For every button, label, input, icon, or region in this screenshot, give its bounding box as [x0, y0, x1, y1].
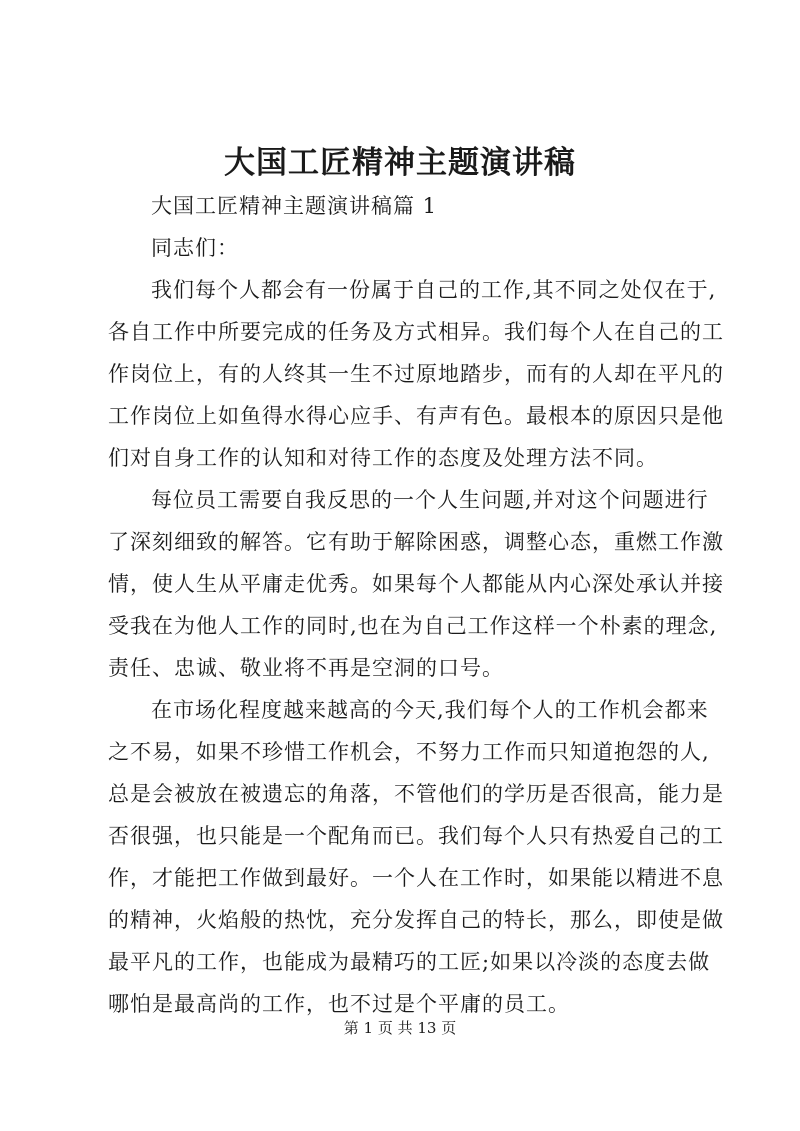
- salutation: 同志们：: [151, 236, 239, 260]
- paragraph-3: [108, 689, 724, 1025]
- paragraph-line: 们对自身工作的认知和对待工作的态度及处理方法不同。: [108, 446, 658, 470]
- paragraph-line: 每位员工需要自我反思的一个人生问题,并对这个问题进行: [151, 488, 709, 512]
- subtitle: 大国工匠精神主题演讲稿篇 1: [151, 194, 438, 218]
- paragraph-line: 了深刻细致的解答。它有助于解除困惑，调整心态，重燃工作激: [108, 530, 724, 554]
- paragraph-line: 之不易，如果不珍惜工作机会，不努力工作而只知道抱怨的人,: [108, 740, 710, 764]
- paragraph-line: 作，才能把工作做到最好。一个人在工作时，如果能以精进不息: [108, 866, 724, 890]
- paragraph-line: 总是会被放在被遗忘的角落，不管他们的学历是否很高，能力是: [108, 782, 724, 806]
- paragraph-line: 否很强，也只能是一个配角而已。我们每个人只有热爱自己的工: [108, 824, 724, 848]
- paragraph-line: 情，使人生从平庸走优秀。如果每个人都能从内心深处承认并接: [108, 572, 724, 596]
- paragraph-line: 哪怕是最高尚的工作，也不过是个平庸的员工。: [108, 992, 570, 1016]
- paragraph-line: 我们每个人都会有一份属于自己的工作,其不同之处仅在于,: [151, 278, 717, 302]
- paragraph-line: 受我在为他人工作的同时,也在为自己工作这样一个朴素的理念,: [108, 614, 718, 638]
- paragraph-line: 责任、忠诚、敬业将不再是空洞的口号。: [108, 656, 504, 680]
- document-body: [108, 185, 724, 1025]
- paragraph-2: [108, 479, 724, 689]
- paragraph-line: 工作岗位上如鱼得水得心应手、有声有色。最根本的原因只是他: [108, 404, 724, 428]
- paragraph-1: [108, 269, 724, 479]
- page-number-footer: 第 1 页 共 13 页: [343, 1019, 457, 1037]
- paragraph-line: 最平凡的工作，也能成为最精巧的工匠;如果以冷淡的态度去做: [108, 950, 711, 974]
- paragraph-line: 在市场化程度越来越高的今天,我们每个人的工作机会都来: [151, 698, 709, 722]
- document-title: 大国工匠精神主题演讲稿: [224, 145, 576, 181]
- paragraph-line: 各自工作中所要完成的任务及方式相异。我们每个人在自己的工: [108, 320, 724, 344]
- paragraph-line: 的精神，火焰般的热忱，充分发挥自己的特长，那么，即使是做: [108, 908, 724, 932]
- paragraph-line: 作岗位上，有的人终其一生不过原地踏步，而有的人却在平凡的: [108, 362, 724, 386]
